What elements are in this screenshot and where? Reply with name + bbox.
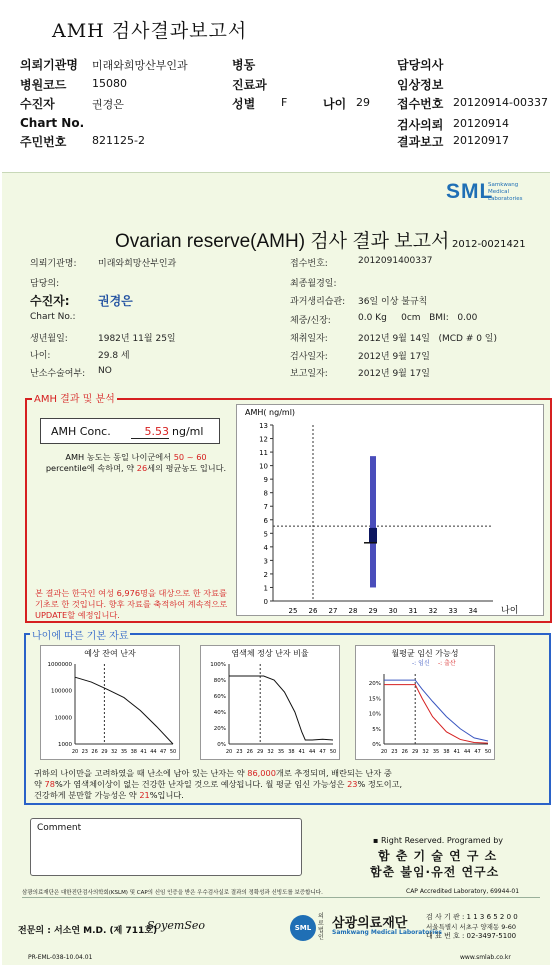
logo-sub-line: Medical (488, 189, 510, 195)
age-section-title: 나이에 따른 기본 자료 (30, 627, 130, 642)
x-tick-label: 41 (453, 749, 460, 755)
remaining-eggs-chart (41, 646, 179, 759)
specialist: 전문의 : 서소연 M.D. (제 711호) (18, 926, 158, 936)
normal-egg-ratio-chart (201, 646, 339, 759)
field-value: 0.0 Kg 0cm BMI: 0.00 (358, 313, 478, 323)
x-tick-label: 35 (432, 749, 440, 755)
legend-birth: -: 출산 (438, 660, 456, 667)
y-tick-label: 2 (263, 570, 268, 579)
x-tick-label: 29 (101, 749, 108, 755)
y-tick-label: 80% (213, 678, 226, 684)
range-bar (370, 456, 376, 587)
x-tick-label: 26 (246, 749, 253, 755)
amh-explanation (36, 452, 236, 474)
y-tick-label: 10000 (54, 715, 72, 722)
amh-conc-label: AMH Conc. (51, 425, 111, 438)
amh-age-chart (237, 405, 543, 615)
summary-text: %입니다. (149, 790, 184, 800)
y-tick-label: 1000000 (47, 662, 72, 668)
x-tick-label: 32 (422, 749, 429, 755)
foundation-tag: 의료법인 (318, 913, 324, 941)
header-label: 결과보고 (397, 135, 444, 149)
field-label: 의뢰기관명: (30, 259, 77, 269)
mini-chart-panel (200, 645, 340, 760)
x-tick-label: 33 (448, 607, 458, 615)
x-tick-label: 28 (348, 607, 358, 615)
header-label: 병원코드 (20, 78, 67, 92)
signature: SoyemSeo (147, 919, 205, 932)
pregnancy-percent: 23 (347, 779, 358, 789)
x-tick-label: 44 (150, 749, 157, 755)
header-label: 주민번호 (20, 135, 67, 149)
expl-text: percentile에 속하며, 약 (45, 463, 135, 473)
mini-chart-title: 예상 잔여 난자 (84, 649, 136, 658)
header-label: 임상정보 (397, 78, 444, 92)
y-tick-label: 3 (263, 557, 268, 566)
field-value: 29.8 세 (98, 351, 130, 361)
x-tick-label: 35 (277, 749, 285, 755)
y-tick-label: 1000 (58, 742, 72, 748)
header-value: 20120914 (453, 117, 509, 130)
phone-number: 대 표 번 호 : 02-3497-5100 (426, 932, 517, 940)
mini-chart-title: 염색체 정상 난자 비율 (231, 649, 309, 658)
field-value: NO (98, 366, 112, 376)
header-label: 수진자 (20, 97, 55, 111)
field-label: 난소수술여부: (30, 369, 86, 379)
series-line-pregnancy (384, 680, 488, 741)
address: 서울특별시 서초구 양재동 9-60 (426, 923, 517, 931)
field-label: 채취일자: (290, 334, 328, 344)
expl-age: 26 (136, 463, 148, 473)
foundation-name: 삼광의료재단 (332, 916, 408, 931)
x-tick-label: 41 (298, 749, 305, 755)
x-tick-label: 29 (412, 749, 419, 755)
x-tick-label: 23 (236, 749, 243, 755)
summary-line (34, 790, 544, 801)
normal-egg-percent: 78 (44, 779, 55, 789)
header-label: 의뢰기관명 (20, 58, 78, 72)
header-value: 821125-2 (92, 134, 145, 147)
y-tick-label: 11 (259, 449, 268, 458)
x-tick-label: 41 (140, 749, 147, 755)
x-tick-label: 23 (391, 749, 398, 755)
header-title: AMH 검사결과보고서 (52, 20, 248, 42)
research-institute: 함 춘 기 술 연 구 소 (378, 849, 498, 863)
summary-line (34, 768, 544, 779)
summary-line (34, 779, 544, 790)
x-tick-label: 26 (91, 749, 98, 755)
field-label: 검사일자: (290, 352, 328, 362)
website: www.smlab.co.kr (460, 954, 511, 961)
amh-conc-value: 5.53 (131, 425, 169, 439)
field-label: 과거생리습관: (290, 297, 346, 307)
iqr-box (369, 528, 377, 543)
x-tick-label: 32 (428, 607, 438, 615)
x-tick-label: 20 (71, 749, 79, 755)
x-tick-label: 27 (328, 607, 338, 615)
y-tick-label: 40% (213, 710, 226, 716)
header-label: 진료과 (232, 78, 267, 92)
comment-box (30, 818, 302, 876)
x-tick-label: 50 (484, 749, 492, 755)
header-label: 성별 (232, 97, 256, 111)
x-tick-label: 34 (468, 607, 478, 615)
header-value: 권경은 (92, 98, 124, 111)
y-tick-label: 100% (210, 662, 226, 668)
summary-text: 약 (34, 779, 42, 789)
summary-text: 개로 추정되며, 배란되는 난자 중 (275, 768, 392, 778)
y-tick-label: 15% (368, 696, 381, 703)
field-value: 1982년 11월 25일 (98, 334, 176, 344)
mini-chart-panel (355, 645, 495, 760)
header-value: 20120914-00337 (453, 96, 548, 109)
foundation-name-en: Samkwang Medical Laboratories (332, 929, 442, 936)
institution-number: 검 사 기 관 : 1 1 3 6 5 2 0 0 (426, 913, 518, 921)
summary-text: 건강하게 분만할 가능성은 약 (34, 790, 137, 800)
x-tick-label: 47 (160, 749, 167, 755)
x-tick-label: 26 (401, 749, 408, 755)
header-value: 15080 (92, 77, 127, 90)
header-label: 담당의사 (397, 58, 444, 72)
y-tick-label: 8 (263, 489, 268, 498)
x-tick-label: 32 (111, 749, 118, 755)
y-tick-label: 13 (259, 422, 268, 430)
sml-logo-subtitle (488, 182, 522, 203)
x-tick-label: 44 (309, 749, 316, 755)
remaining-eggs-line (75, 677, 173, 744)
expl-text: AMH 농도는 동일 나이군에서 (65, 452, 172, 462)
x-tick-label: 38 (443, 749, 450, 755)
y-tick-label: 9 (263, 476, 268, 485)
x-tick-label: 20 (380, 749, 388, 755)
y-axis-label: AMH( ng/ml) (245, 408, 296, 417)
summary-text: %가 염색체이상이 없는 건강한 난자일 것으로 예상됩니다. 월 평균 임신 가능성은 (54, 779, 345, 789)
mini-chart-title: 월평균 임신 가능성 (391, 649, 459, 658)
age-summary-text (34, 768, 544, 801)
x-tick-label: 31 (408, 607, 418, 615)
y-tick-label: 0% (217, 742, 226, 748)
y-tick-label: 4 (263, 543, 268, 552)
x-tick-label: 29 (257, 749, 264, 755)
y-tick-label: 0% (372, 742, 381, 748)
y-tick-label: 10 (259, 462, 268, 471)
x-tick-label: 20 (225, 749, 233, 755)
birth-percent: 21 (139, 790, 150, 800)
x-tick-label: 30 (388, 607, 398, 615)
x-tick-label: 38 (288, 749, 295, 755)
rights-text: ▪ Right Reserved. Programed by (373, 836, 504, 845)
report-number: 2012-0021421 (452, 239, 526, 250)
expl-percentile: 50 ~ 60 (173, 452, 207, 462)
amh-concentration-box (40, 418, 220, 444)
mini-chart-panel (40, 645, 180, 760)
field-label: 담당의: (30, 279, 60, 289)
logo-sub-line: Samkwang (488, 182, 519, 188)
field-label: 접수번호: (290, 259, 328, 269)
certification-text: 삼광의료재단은 대한진단검사의학회(KSLM) 및 CAP의 신임 인증을 받은 우수검사실로 결과의 정확성과 신빙도를 보증합니다. (22, 890, 323, 896)
cap-text: CAP Accredited Laboratory, 69944-01 (406, 888, 520, 895)
comment-label: Comment (37, 823, 82, 833)
report-title: Ovarian reserve(AMH) 검사 결과 보고서 (115, 231, 450, 252)
header-value: 29 (356, 96, 370, 109)
field-value: 2012년 9월 17일 (358, 369, 430, 379)
amh-conc-unit: ng/ml (172, 425, 204, 438)
x-tick-label: 47 (319, 749, 326, 755)
expl-text: 세의 평균농도 입니다. (147, 463, 227, 473)
sml-emblem-icon: SML (290, 915, 316, 941)
legend-pregnancy: -: 임신 (412, 660, 430, 667)
patient-name: 권경은 (98, 294, 133, 308)
y-tick-label: 60% (213, 694, 226, 700)
logo-sub-line: Laboratories (488, 196, 523, 202)
x-tick-label: 26 (308, 607, 318, 615)
field-value: 36일 이상 불규칙 (358, 297, 428, 307)
y-tick-label: 5% (372, 726, 381, 733)
pregnancy-chance-chart (356, 646, 494, 759)
research-institute-2: 함춘 불임·유전 연구소 (370, 865, 500, 879)
y-tick-label: 20% (213, 726, 226, 732)
field-value: 2012년 9월 17일 (358, 352, 430, 362)
y-tick-label: 12 (259, 435, 268, 444)
x-axis-label: 나이 (501, 606, 519, 615)
x-tick-label: 29 (368, 607, 378, 615)
header-label: 병동 (232, 58, 256, 72)
footer-divider (22, 897, 540, 898)
field-value: 201209140033​7 (358, 256, 433, 266)
x-tick-label: 47 (474, 749, 481, 755)
y-tick-label: 6 (263, 516, 268, 525)
amh-note: 본 결과는 한국인 여성 6,976명을 대상으로 한 자료를 기초로 한 것입니다. 향후 자료를 축적하여 계속적으로 UPDATE할 예정입니다. (35, 588, 228, 620)
field-label: Chart No.: (30, 312, 76, 322)
x-tick-label: 32 (267, 749, 274, 755)
y-tick-label: 5 (263, 530, 268, 539)
y-tick-label: 10% (368, 711, 381, 718)
form-number: PR-EML-038-10.04.01 (28, 954, 93, 961)
field-label: 최종월경일: (290, 279, 337, 289)
normal-ratio-line (229, 676, 333, 740)
series-line-birth (384, 685, 488, 743)
y-tick-label: 100000 (51, 688, 72, 695)
header-value: 20120917 (453, 134, 509, 147)
field-label: 보고일자: (290, 369, 328, 379)
header-value: 미래와희망산부인과 (92, 59, 188, 72)
header-label: 접수번호 (397, 97, 444, 111)
x-tick-label: 25 (288, 607, 298, 615)
header-label: 나이 (323, 97, 347, 111)
x-tick-label: 50 (169, 749, 177, 755)
summary-text: 귀하의 나이만을 고려하였을 때 난소에 남아 있는 난자는 약 (34, 768, 245, 778)
amh-chart-panel (236, 404, 544, 616)
patient-label: 수진자: (30, 294, 70, 308)
y-tick-label: 7 (263, 503, 268, 512)
x-tick-label: 44 (464, 749, 471, 755)
field-label: 나이: (30, 351, 51, 361)
x-tick-label: 50 (329, 749, 337, 755)
summary-text: % 정도이고, (357, 779, 403, 789)
y-tick-label: 20% (368, 681, 381, 688)
amh-section-title: AMH 결과 및 분석 (32, 390, 117, 405)
field-label: 체중/신장: (290, 316, 331, 326)
y-tick-label: 0 (263, 598, 268, 606)
x-tick-label: 38 (130, 749, 137, 755)
field-value: 2012년 9월 14일 (MCD # 0 일) (358, 334, 498, 344)
field-value: 미래와희망산부인과 (98, 259, 177, 269)
x-tick-label: 35 (120, 749, 128, 755)
y-tick-label: 1 (263, 584, 268, 593)
sml-logo: SML (446, 180, 494, 203)
field-label: 생년월일: (30, 334, 68, 344)
header-value: F (281, 96, 288, 109)
header-label: Chart No. (20, 116, 85, 130)
egg-count: 86,000 (247, 768, 276, 778)
x-tick-label: 23 (81, 749, 88, 755)
header-label: 검사의뢰 (397, 118, 444, 132)
